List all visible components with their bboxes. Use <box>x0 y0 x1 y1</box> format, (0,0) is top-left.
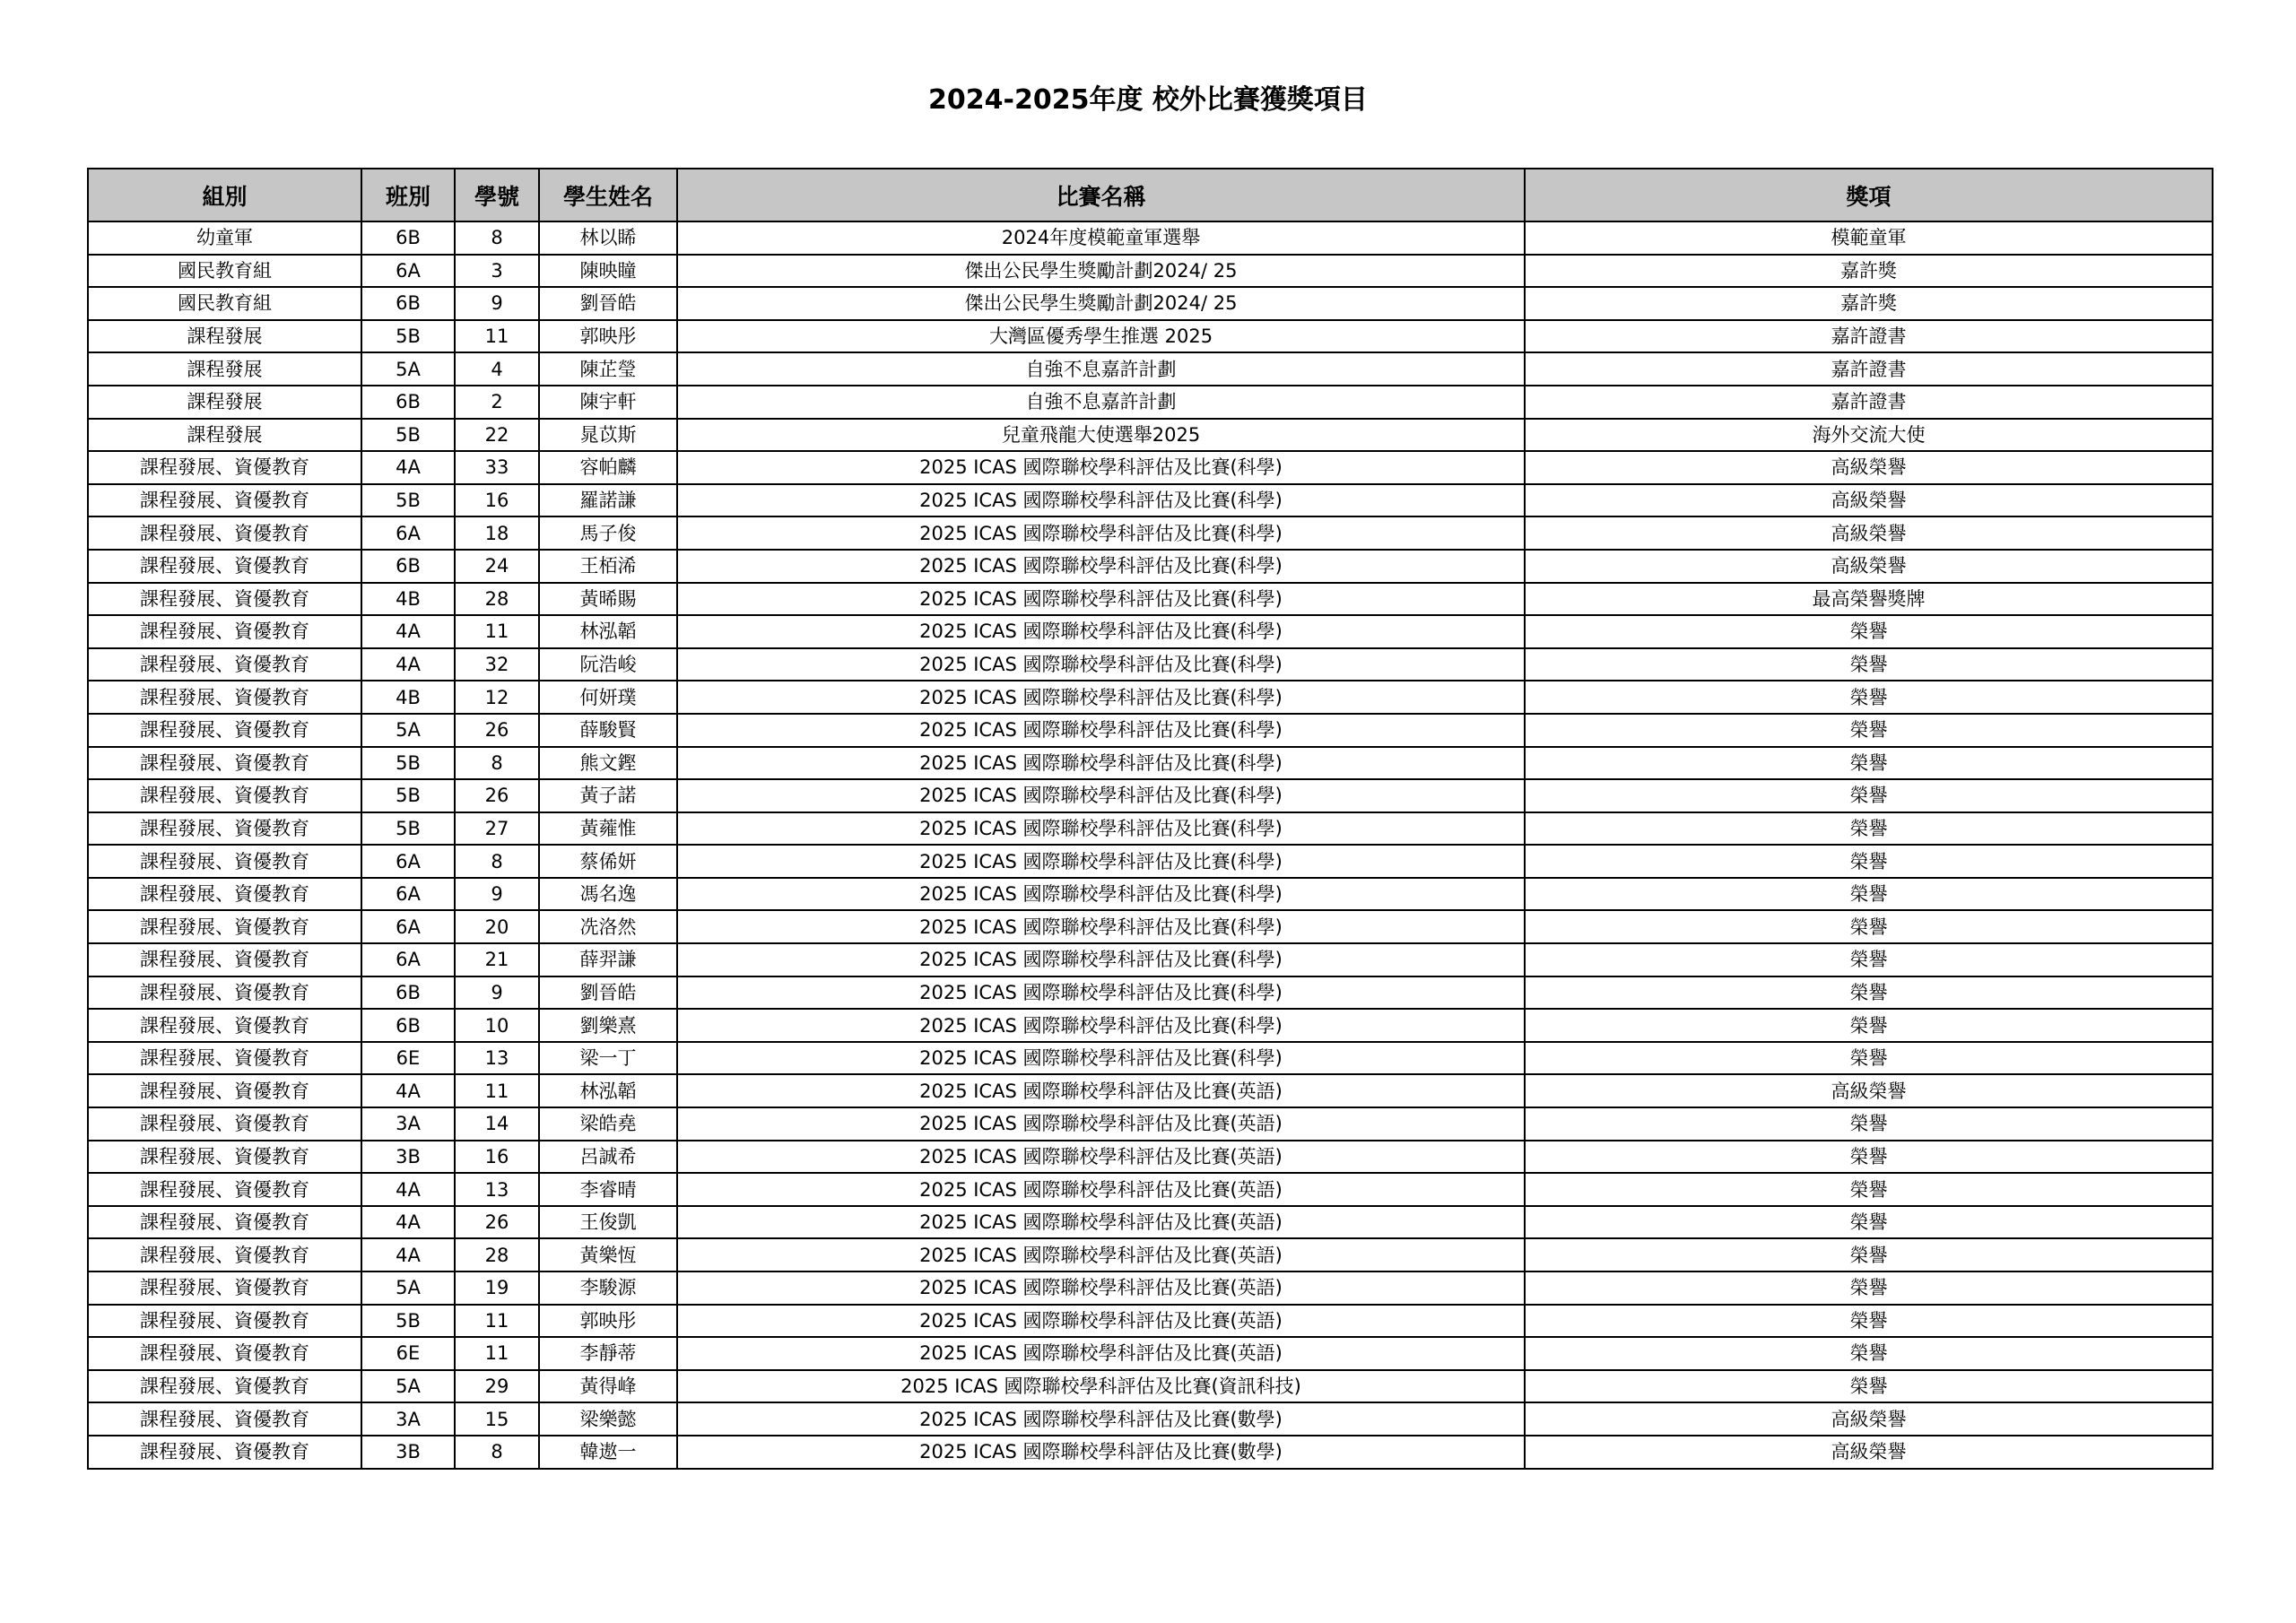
class-cell: 5B <box>361 1305 455 1338</box>
student-number-cell: 20 <box>455 910 539 943</box>
competition-cell: 2025 ICAS 國際聯校學科評估及比賽(科學) <box>677 845 1525 878</box>
student-number-cell: 14 <box>455 1107 539 1141</box>
group-cell: 課程發展、資優教育 <box>88 845 361 878</box>
competition-cell: 2025 ICAS 國際聯校學科評估及比賽(科學) <box>677 714 1525 747</box>
table-row <box>88 1042 2213 1075</box>
competition-cell: 2025 ICAS 國際聯校學科評估及比賽(科學) <box>677 451 1525 484</box>
student-number-cell: 8 <box>455 747 539 780</box>
group-cell: 課程發展、資優教育 <box>88 484 361 517</box>
table-row <box>88 1141 2213 1174</box>
competition-cell: 2025 ICAS 國際聯校學科評估及比賽(科學) <box>677 484 1525 517</box>
competition-cell: 2025 ICAS 國際聯校學科評估及比賽(英語) <box>677 1173 1525 1206</box>
class-cell: 5A <box>361 714 455 747</box>
student-name-cell: 薛羿謙 <box>539 943 677 976</box>
table-row <box>88 352 2213 386</box>
student-number-cell: 4 <box>455 352 539 386</box>
table-row <box>88 1402 2213 1436</box>
award-cell: 榮譽 <box>1525 976 2213 1010</box>
class-cell: 5B <box>361 484 455 517</box>
class-cell: 6A <box>361 845 455 878</box>
award-cell: 榮譽 <box>1525 1042 2213 1075</box>
awards-table <box>87 168 2213 1470</box>
class-cell: 5A <box>361 1271 455 1305</box>
group-cell: 課程發展、資優教育 <box>88 714 361 747</box>
class-cell: 6B <box>361 550 455 583</box>
award-cell: 高級榮譽 <box>1525 484 2213 517</box>
student-name-cell: 梁樂懿 <box>539 1402 677 1436</box>
class-cell: 5B <box>361 320 455 353</box>
student-number-cell: 8 <box>455 221 539 255</box>
student-number-cell: 27 <box>455 812 539 846</box>
student-name-cell: 熊文鏗 <box>539 747 677 780</box>
table-header <box>88 169 2213 221</box>
award-cell: 嘉許證書 <box>1525 352 2213 386</box>
award-cell: 榮譽 <box>1525 1370 2213 1403</box>
class-cell: 6A <box>361 516 455 550</box>
table-row <box>88 1271 2213 1305</box>
student-number-cell: 10 <box>455 1009 539 1042</box>
student-number-cell: 16 <box>455 1141 539 1174</box>
group-cell: 課程發展、資優教育 <box>88 747 361 780</box>
competition-cell: 2025 ICAS 國際聯校學科評估及比賽(英語) <box>677 1206 1525 1239</box>
student-number-cell: 29 <box>455 1370 539 1403</box>
student-name-cell: 林泓韜 <box>539 1074 677 1107</box>
competition-cell: 2025 ICAS 國際聯校學科評估及比賽(英語) <box>677 1305 1525 1338</box>
class-cell: 4A <box>361 648 455 681</box>
student-name-cell: 何妍璞 <box>539 681 677 714</box>
competition-cell: 自強不息嘉許計劃 <box>677 352 1525 386</box>
group-cell: 課程發展、資優教育 <box>88 943 361 976</box>
competition-cell: 傑出公民學生獎勵計劃2024/ 25 <box>677 287 1525 320</box>
award-cell: 榮譽 <box>1525 1271 2213 1305</box>
student-number-cell: 11 <box>455 1305 539 1338</box>
student-name-cell: 王俊凱 <box>539 1206 677 1239</box>
class-cell: 6B <box>361 221 455 255</box>
student-number-cell: 9 <box>455 287 539 320</box>
competition-cell: 2025 ICAS 國際聯校學科評估及比賽(科學) <box>677 516 1525 550</box>
table-row <box>88 451 2213 484</box>
group-cell: 課程發展、資優教育 <box>88 1337 361 1370</box>
table-row <box>88 255 2213 288</box>
table-row <box>88 648 2213 681</box>
student-number-cell: 33 <box>455 451 539 484</box>
student-number-cell: 18 <box>455 516 539 550</box>
competition-cell: 2025 ICAS 國際聯校學科評估及比賽(數學) <box>677 1402 1525 1436</box>
student-name-cell: 呂誠希 <box>539 1141 677 1174</box>
competition-cell: 2025 ICAS 國際聯校學科評估及比賽(數學) <box>677 1436 1525 1469</box>
class-cell: 5B <box>361 747 455 780</box>
award-cell: 嘉許獎 <box>1525 255 2213 288</box>
award-cell: 嘉許證書 <box>1525 320 2213 353</box>
student-number-cell: 8 <box>455 845 539 878</box>
student-name-cell: 劉樂熹 <box>539 1009 677 1042</box>
group-cell: 課程發展、資優教育 <box>88 1141 361 1174</box>
award-cell: 榮譽 <box>1525 1238 2213 1271</box>
competition-cell: 2025 ICAS 國際聯校學科評估及比賽(英語) <box>677 1107 1525 1141</box>
award-cell: 榮譽 <box>1525 648 2213 681</box>
table-row <box>88 681 2213 714</box>
student-number-cell: 11 <box>455 1074 539 1107</box>
student-number-cell: 11 <box>455 615 539 648</box>
table-row <box>88 583 2213 616</box>
student-number-cell: 12 <box>455 681 539 714</box>
class-cell: 5A <box>361 1370 455 1403</box>
group-cell: 課程發展、資優教育 <box>88 1107 361 1141</box>
award-cell: 榮譽 <box>1525 714 2213 747</box>
group-cell: 課程發展、資優教育 <box>88 648 361 681</box>
class-cell: 3A <box>361 1107 455 1141</box>
award-cell: 榮譽 <box>1525 812 2213 846</box>
competition-cell: 2025 ICAS 國際聯校學科評估及比賽(科學) <box>677 681 1525 714</box>
group-cell: 課程發展、資優教育 <box>88 1271 361 1305</box>
class-cell: 4A <box>361 1206 455 1239</box>
class-cell: 6B <box>361 976 455 1010</box>
group-cell: 課程發展、資優教育 <box>88 1173 361 1206</box>
group-cell: 課程發展、資優教育 <box>88 583 361 616</box>
class-cell: 4A <box>361 1238 455 1271</box>
table-row <box>88 287 2213 320</box>
class-cell: 6A <box>361 878 455 911</box>
group-cell: 國民教育組 <box>88 287 361 320</box>
competition-cell: 2025 ICAS 國際聯校學科評估及比賽(英語) <box>677 1074 1525 1107</box>
student-number-cell: 16 <box>455 484 539 517</box>
student-name-cell: 李睿晴 <box>539 1173 677 1206</box>
group-cell: 課程發展、資優教育 <box>88 451 361 484</box>
student-name-cell: 黃樂恆 <box>539 1238 677 1271</box>
table-row <box>88 943 2213 976</box>
table-row <box>88 910 2213 943</box>
group-cell: 課程發展 <box>88 419 361 452</box>
competition-cell: 2024年度模範童軍選舉 <box>677 221 1525 255</box>
student-name-cell: 李靜蒂 <box>539 1337 677 1370</box>
student-number-cell: 22 <box>455 419 539 452</box>
table-body <box>88 221 2213 1469</box>
student-name-cell: 陳芷瑩 <box>539 352 677 386</box>
group-cell: 課程發展 <box>88 352 361 386</box>
student-number-cell: 19 <box>455 1271 539 1305</box>
competition-cell: 2025 ICAS 國際聯校學科評估及比賽(英語) <box>677 1238 1525 1271</box>
group-cell: 課程發展、資優教育 <box>88 976 361 1010</box>
student-name-cell: 林以睎 <box>539 221 677 255</box>
student-number-cell: 21 <box>455 943 539 976</box>
class-cell: 3B <box>361 1436 455 1469</box>
award-cell: 高級榮譽 <box>1525 516 2213 550</box>
competition-cell: 2025 ICAS 國際聯校學科評估及比賽(科學) <box>677 1042 1525 1075</box>
student-name-cell: 梁皓堯 <box>539 1107 677 1141</box>
award-cell: 榮譽 <box>1525 1009 2213 1042</box>
class-cell: 4A <box>361 1074 455 1107</box>
student-name-cell: 李駿源 <box>539 1271 677 1305</box>
award-cell: 榮譽 <box>1525 1337 2213 1370</box>
award-cell: 榮譽 <box>1525 779 2213 812</box>
class-cell: 3B <box>361 1141 455 1174</box>
award-cell: 嘉許證書 <box>1525 386 2213 419</box>
table-row <box>88 812 2213 846</box>
class-cell: 4A <box>361 451 455 484</box>
competition-cell: 2025 ICAS 國際聯校學科評估及比賽(科學) <box>677 583 1525 616</box>
competition-cell: 2025 ICAS 國際聯校學科評估及比賽(資訊科技) <box>677 1370 1525 1403</box>
competition-cell: 2025 ICAS 國際聯校學科評估及比賽(科學) <box>677 747 1525 780</box>
document-title: 2024-2025年度 校外比賽獲獎項目 <box>928 84 1368 116</box>
group-cell: 課程發展 <box>88 386 361 419</box>
group-cell: 課程發展、資優教育 <box>88 615 361 648</box>
class-cell: 6B <box>361 1009 455 1042</box>
student-name-cell: 王栢浠 <box>539 550 677 583</box>
competition-cell: 2025 ICAS 國際聯校學科評估及比賽(英語) <box>677 1141 1525 1174</box>
competition-cell: 2025 ICAS 國際聯校學科評估及比賽(科學) <box>677 878 1525 911</box>
table-row <box>88 615 2213 648</box>
group-cell: 課程發展、資優教育 <box>88 550 361 583</box>
student-number-cell: 24 <box>455 550 539 583</box>
student-name-cell: 黃晞賜 <box>539 583 677 616</box>
table-row <box>88 845 2213 878</box>
award-cell: 高級榮譽 <box>1525 550 2213 583</box>
header-student-name: 學生姓名 <box>539 169 677 221</box>
competition-cell: 自強不息嘉許計劃 <box>677 386 1525 419</box>
header-award: 獎項 <box>1525 169 2213 221</box>
student-name-cell: 郭映彤 <box>539 1305 677 1338</box>
table-row <box>88 714 2213 747</box>
header-group: 組別 <box>88 169 361 221</box>
class-cell: 6E <box>361 1042 455 1075</box>
table-row <box>88 1238 2213 1271</box>
group-cell: 課程發展、資優教育 <box>88 1238 361 1271</box>
header-class: 班別 <box>361 169 455 221</box>
student-number-cell: 9 <box>455 976 539 1010</box>
group-cell: 課程發展、資優教育 <box>88 1370 361 1403</box>
table-row <box>88 1173 2213 1206</box>
award-cell: 海外交流大使 <box>1525 419 2213 452</box>
table-row <box>88 1370 2213 1403</box>
student-number-cell: 28 <box>455 583 539 616</box>
competition-cell: 2025 ICAS 國際聯校學科評估及比賽(科學) <box>677 1009 1525 1042</box>
competition-cell: 2025 ICAS 國際聯校學科評估及比賽(英語) <box>677 1337 1525 1370</box>
award-cell: 榮譽 <box>1525 681 2213 714</box>
award-cell: 榮譽 <box>1525 1141 2213 1174</box>
group-cell: 課程發展、資優教育 <box>88 878 361 911</box>
student-number-cell: 15 <box>455 1402 539 1436</box>
competition-cell: 大灣區優秀學生推選 2025 <box>677 320 1525 353</box>
group-cell: 課程發展、資優教育 <box>88 910 361 943</box>
student-number-cell: 32 <box>455 648 539 681</box>
group-cell: 幼童軍 <box>88 221 361 255</box>
student-name-cell: 黃得峰 <box>539 1370 677 1403</box>
competition-cell: 2025 ICAS 國際聯校學科評估及比賽(科學) <box>677 812 1525 846</box>
student-name-cell: 梁一丁 <box>539 1042 677 1075</box>
award-cell: 榮譽 <box>1525 1173 2213 1206</box>
table-row <box>88 1305 2213 1338</box>
class-cell: 5A <box>361 352 455 386</box>
student-number-cell: 9 <box>455 878 539 911</box>
competition-cell: 2025 ICAS 國際聯校學科評估及比賽(科學) <box>677 615 1525 648</box>
student-name-cell: 郭映彤 <box>539 320 677 353</box>
award-cell: 榮譽 <box>1525 910 2213 943</box>
student-name-cell: 羅諾謙 <box>539 484 677 517</box>
student-name-cell: 馮名逸 <box>539 878 677 911</box>
student-name-cell: 阮浩峻 <box>539 648 677 681</box>
table-row <box>88 779 2213 812</box>
table-row <box>88 1436 2213 1469</box>
award-cell: 榮譽 <box>1525 845 2213 878</box>
student-name-cell: 黃子諾 <box>539 779 677 812</box>
class-cell: 5B <box>361 812 455 846</box>
student-name-cell: 容帕麟 <box>539 451 677 484</box>
group-cell: 課程發展、資優教育 <box>88 779 361 812</box>
group-cell: 課程發展、資優教育 <box>88 812 361 846</box>
student-number-cell: 2 <box>455 386 539 419</box>
award-cell: 榮譽 <box>1525 943 2213 976</box>
class-cell: 4B <box>361 583 455 616</box>
table-row <box>88 747 2213 780</box>
header-student-number: 學號 <box>455 169 539 221</box>
group-cell: 課程發展 <box>88 320 361 353</box>
student-name-cell: 蔡俙妍 <box>539 845 677 878</box>
award-cell: 榮譽 <box>1525 1206 2213 1239</box>
award-cell: 榮譽 <box>1525 878 2213 911</box>
table-row <box>88 386 2213 419</box>
competition-cell: 2025 ICAS 國際聯校學科評估及比賽(科學) <box>677 910 1525 943</box>
student-name-cell: 薛駿賢 <box>539 714 677 747</box>
award-cell: 高級榮譽 <box>1525 451 2213 484</box>
student-number-cell: 28 <box>455 1238 539 1271</box>
table-row <box>88 419 2213 452</box>
student-name-cell: 馬子俊 <box>539 516 677 550</box>
table-row <box>88 1206 2213 1239</box>
student-name-cell: 黃蕹惟 <box>539 812 677 846</box>
group-cell: 課程發展、資優教育 <box>88 1206 361 1239</box>
class-cell: 5B <box>361 419 455 452</box>
student-number-cell: 11 <box>455 1337 539 1370</box>
student-name-cell: 林泓韜 <box>539 615 677 648</box>
table-row <box>88 1009 2213 1042</box>
student-number-cell: 26 <box>455 779 539 812</box>
table-row <box>88 484 2213 517</box>
competition-cell: 2025 ICAS 國際聯校學科評估及比賽(英語) <box>677 1271 1525 1305</box>
table-row <box>88 320 2213 353</box>
competition-cell: 2025 ICAS 國際聯校學科評估及比賽(科學) <box>677 976 1525 1010</box>
class-cell: 4B <box>361 681 455 714</box>
group-cell: 課程發展、資優教育 <box>88 681 361 714</box>
table-row <box>88 516 2213 550</box>
group-cell: 課程發展、資優教育 <box>88 1009 361 1042</box>
student-number-cell: 13 <box>455 1042 539 1075</box>
class-cell: 6A <box>361 255 455 288</box>
table-row <box>88 1074 2213 1107</box>
class-cell: 6E <box>361 1337 455 1370</box>
competition-cell: 兒童飛龍大使選舉2025 <box>677 419 1525 452</box>
group-cell: 國民教育組 <box>88 255 361 288</box>
award-cell: 榮譽 <box>1525 1107 2213 1141</box>
student-number-cell: 3 <box>455 255 539 288</box>
award-cell: 嘉許獎 <box>1525 287 2213 320</box>
award-cell: 高級榮譽 <box>1525 1074 2213 1107</box>
student-name-cell: 晁苡斯 <box>539 419 677 452</box>
group-cell: 課程發展、資優教育 <box>88 1402 361 1436</box>
student-number-cell: 26 <box>455 714 539 747</box>
class-cell: 4A <box>361 615 455 648</box>
class-cell: 6A <box>361 943 455 976</box>
competition-cell: 傑出公民學生獎勵計劃2024/ 25 <box>677 255 1525 288</box>
student-name-cell: 冼洛然 <box>539 910 677 943</box>
award-cell: 榮譽 <box>1525 1305 2213 1338</box>
table-row <box>88 976 2213 1010</box>
award-cell: 模範童軍 <box>1525 221 2213 255</box>
table-row <box>88 221 2213 255</box>
student-number-cell: 13 <box>455 1173 539 1206</box>
competition-cell: 2025 ICAS 國際聯校學科評估及比賽(科學) <box>677 779 1525 812</box>
award-cell: 高級榮譽 <box>1525 1436 2213 1469</box>
group-cell: 課程發展、資優教育 <box>88 1305 361 1338</box>
table-row <box>88 1107 2213 1141</box>
student-name-cell: 韓遨一 <box>539 1436 677 1469</box>
class-cell: 4A <box>361 1173 455 1206</box>
table-row <box>88 1337 2213 1370</box>
student-number-cell: 11 <box>455 320 539 353</box>
class-cell: 3A <box>361 1402 455 1436</box>
award-cell: 榮譽 <box>1525 615 2213 648</box>
student-name-cell: 劉晉皓 <box>539 976 677 1010</box>
header-competition: 比賽名稱 <box>677 169 1525 221</box>
student-name-cell: 陳映瞳 <box>539 255 677 288</box>
table-row <box>88 550 2213 583</box>
table-row <box>88 878 2213 911</box>
competition-cell: 2025 ICAS 國際聯校學科評估及比賽(科學) <box>677 943 1525 976</box>
class-cell: 6A <box>361 910 455 943</box>
student-number-cell: 8 <box>455 1436 539 1469</box>
award-cell: 最高榮譽獎牌 <box>1525 583 2213 616</box>
award-cell: 高級榮譽 <box>1525 1402 2213 1436</box>
competition-cell: 2025 ICAS 國際聯校學科評估及比賽(科學) <box>677 550 1525 583</box>
header-row <box>88 169 2213 221</box>
group-cell: 課程發展、資優教育 <box>88 516 361 550</box>
group-cell: 課程發展、資優教育 <box>88 1042 361 1075</box>
class-cell: 5B <box>361 779 455 812</box>
student-name-cell: 陳宇軒 <box>539 386 677 419</box>
group-cell: 課程發展、資優教育 <box>88 1436 361 1469</box>
class-cell: 6B <box>361 287 455 320</box>
group-cell: 課程發展、資優教育 <box>88 1074 361 1107</box>
student-name-cell: 劉晉皓 <box>539 287 677 320</box>
student-number-cell: 26 <box>455 1206 539 1239</box>
award-cell: 榮譽 <box>1525 747 2213 780</box>
class-cell: 6B <box>361 386 455 419</box>
competition-cell: 2025 ICAS 國際聯校學科評估及比賽(科學) <box>677 648 1525 681</box>
